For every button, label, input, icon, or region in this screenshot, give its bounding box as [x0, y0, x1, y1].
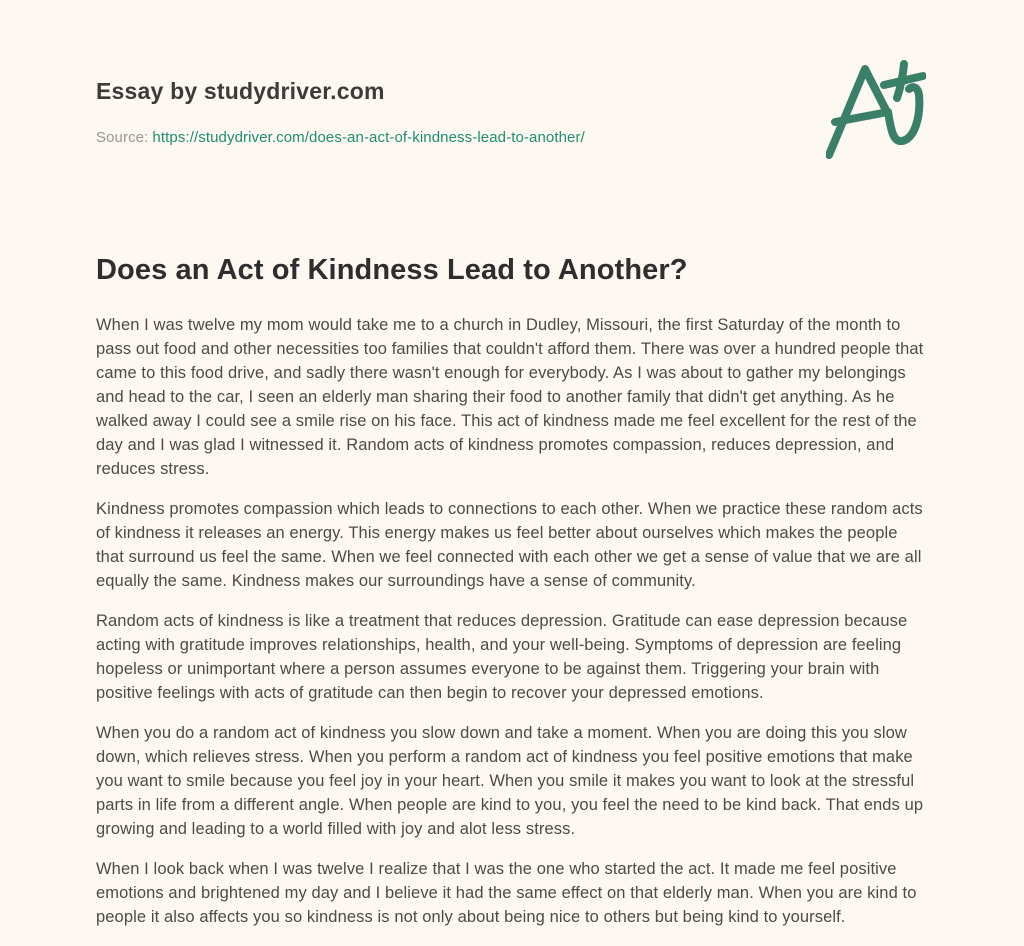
- essay-body: [96, 313, 928, 929]
- source-line: [96, 129, 928, 146]
- essay-paragraph: Kindness promotes compassion which leads to connections to each other. When we practice these random acts of kindness it releases an energy. This energy makes us feel better about ourselves which makes the people that surround us feel the same. When we feel connected with each other we get a sense of value that we are all equally the same. Kindness makes our surroundings have a sense of community.: [96, 500, 923, 590]
- essay-paragraph: When I look back when I was twelve I realize that I was the one who started the act. It made me feel positive emotions and brightened my day and I believe it had the same effect on that elderly man. When you are kind to people it also affects you so kindness is not only about being nice to others but being kind to yourself.: [96, 860, 917, 926]
- essay-paragraph: When I was twelve my mom would take me to a church in Dudley, Missouri, the first Saturday of the month to pass out food and other necessities too families that couldn't afford them. There was over a hundred people that came to this food drive, and sadly there wasn't enough for everybody. As I was about to gather my belongings and head to the car, I seen an elderly man sharing their food to another family that didn't get anything. As he walked away I could see a smile rise on his face. This act of kindness made me feel excellent for the rest of the day and I was glad I witnessed it. Random acts of kindness promotes compassion, reduces depression, and reduces stress.: [96, 316, 924, 478]
- page-header: [96, 78, 928, 146]
- header-title: Essay by studydriver.com: [96, 78, 385, 104]
- essay-paragraph: When you do a random act of kindness you slow down and take a moment. When you are doing this you slow down, which relieves stress. When you perform a random act of kindness you feel positive emotions that make you want to smile because you feel joy in your heart. When you smile it makes you want to look at the stressful parts in life from a different angle. When people are kind to you, you feel the need to be kind back. That ends up growing and leading to a world filled with joy and alot less stress.: [96, 724, 924, 838]
- essay-paragraph: Random acts of kindness is like a treatment that reduces depression. Gratitude can ease depression because acting with gratitude improves relationships, health, and your well-being. Symptoms of depression are feeling hopeless or unimportant where a person assumes everyone to be against them. Triggering your brain with positive feelings with acts of gratitude can then begin to recover your depressed emotions.: [96, 612, 908, 702]
- source-link[interactable]: https://studydriver.com/does-an-act-of-kindness-lead-to-another/: [152, 129, 585, 146]
- a-plus-logo-icon: [826, 60, 926, 164]
- source-label: Source:: [96, 129, 149, 146]
- article-title: Does an Act of Kindness Lead to Another?: [96, 254, 688, 286]
